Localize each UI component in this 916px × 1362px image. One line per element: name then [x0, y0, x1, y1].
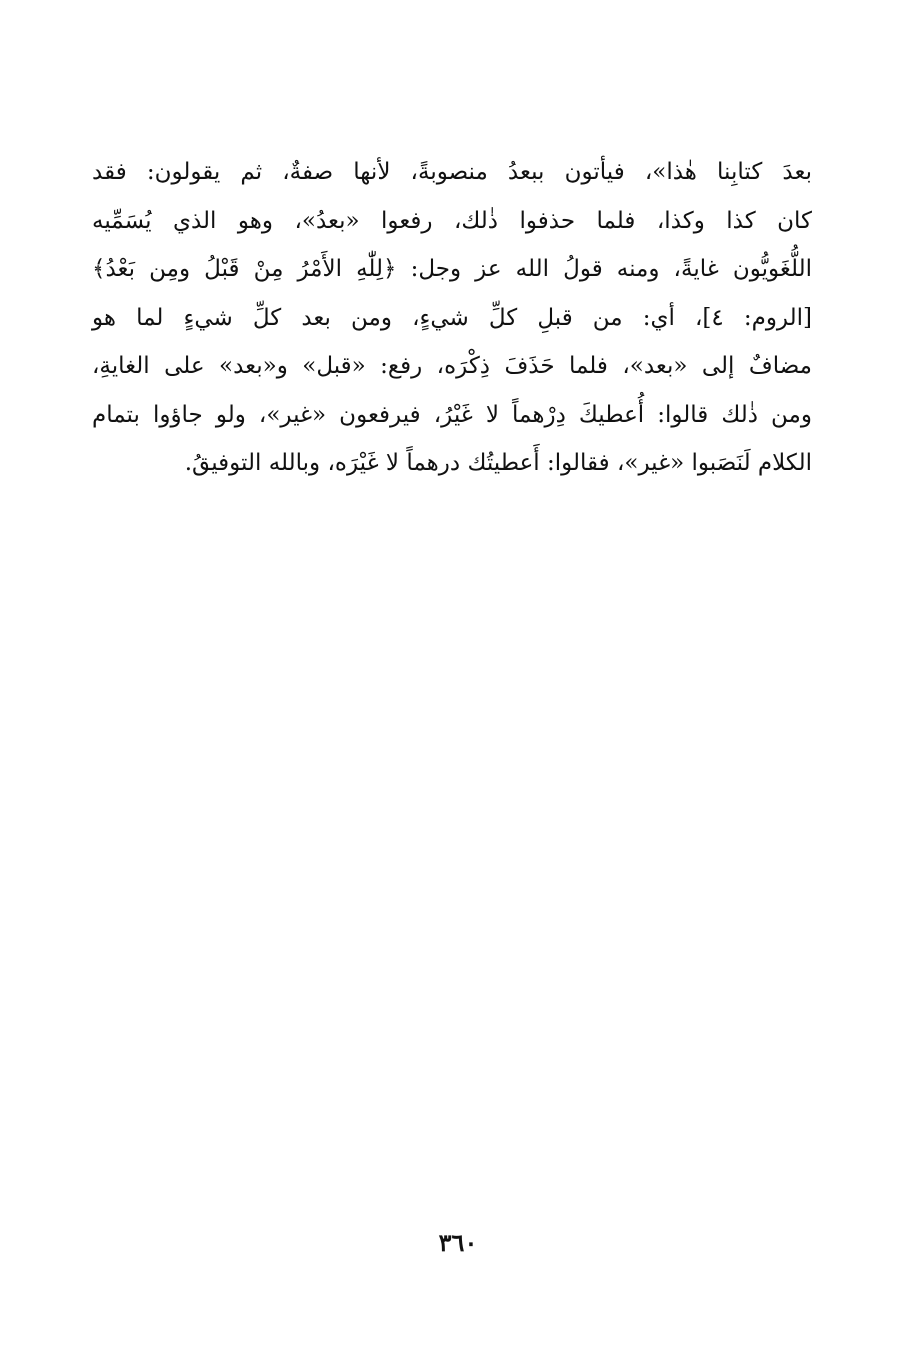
- body-text: [92, 148, 812, 488]
- text-line-6: ومن ذٰلك قالوا: أُعطيكَ دِرْهماً لا غَيْرُ، فيرفعون «غير»، ولو جاؤوا بتمام: [92, 401, 812, 428]
- text-line-4: [الروم: ٤]، أي: من قبلِ كلِّ شيءٍ، ومن بعد كلِّ شيءٍ لما هو: [92, 304, 812, 331]
- text-line-5: مضافٌ إلى «بعد»، فلما حَذَفَ ذِكْرَه، رفع: «قبل» و«بعد» على الغايةِ،: [92, 353, 812, 379]
- text-line-2: كان كذا وكذا، فلما حذفوا ذٰلك، رفعوا «بعدُ»، وهو الذي يُسَمِّيه: [92, 207, 812, 234]
- text-line-1: بعدَ كتابِنا هٰذا»، فيأتون ببعدُ منصوبةً، لأنها صفةٌ، ثم يقولون: فقد: [92, 159, 812, 185]
- text-line-7: الكلام لَنَصَبوا «غير»، فقالوا: أَعطيتُك درهماً لا غَيْرَه، وبالله التوفيقُ.: [184, 450, 812, 476]
- page-number: ٣٦٠: [438, 1228, 478, 1257]
- text-line-3: اللُّغَويُّون غايةً، ومنه قولُ الله عز وجل: ﴿لِلّٰهِ الأَمْرُ مِنْ قَبْلُ ومِن بَعْدُ﴾: [92, 256, 812, 282]
